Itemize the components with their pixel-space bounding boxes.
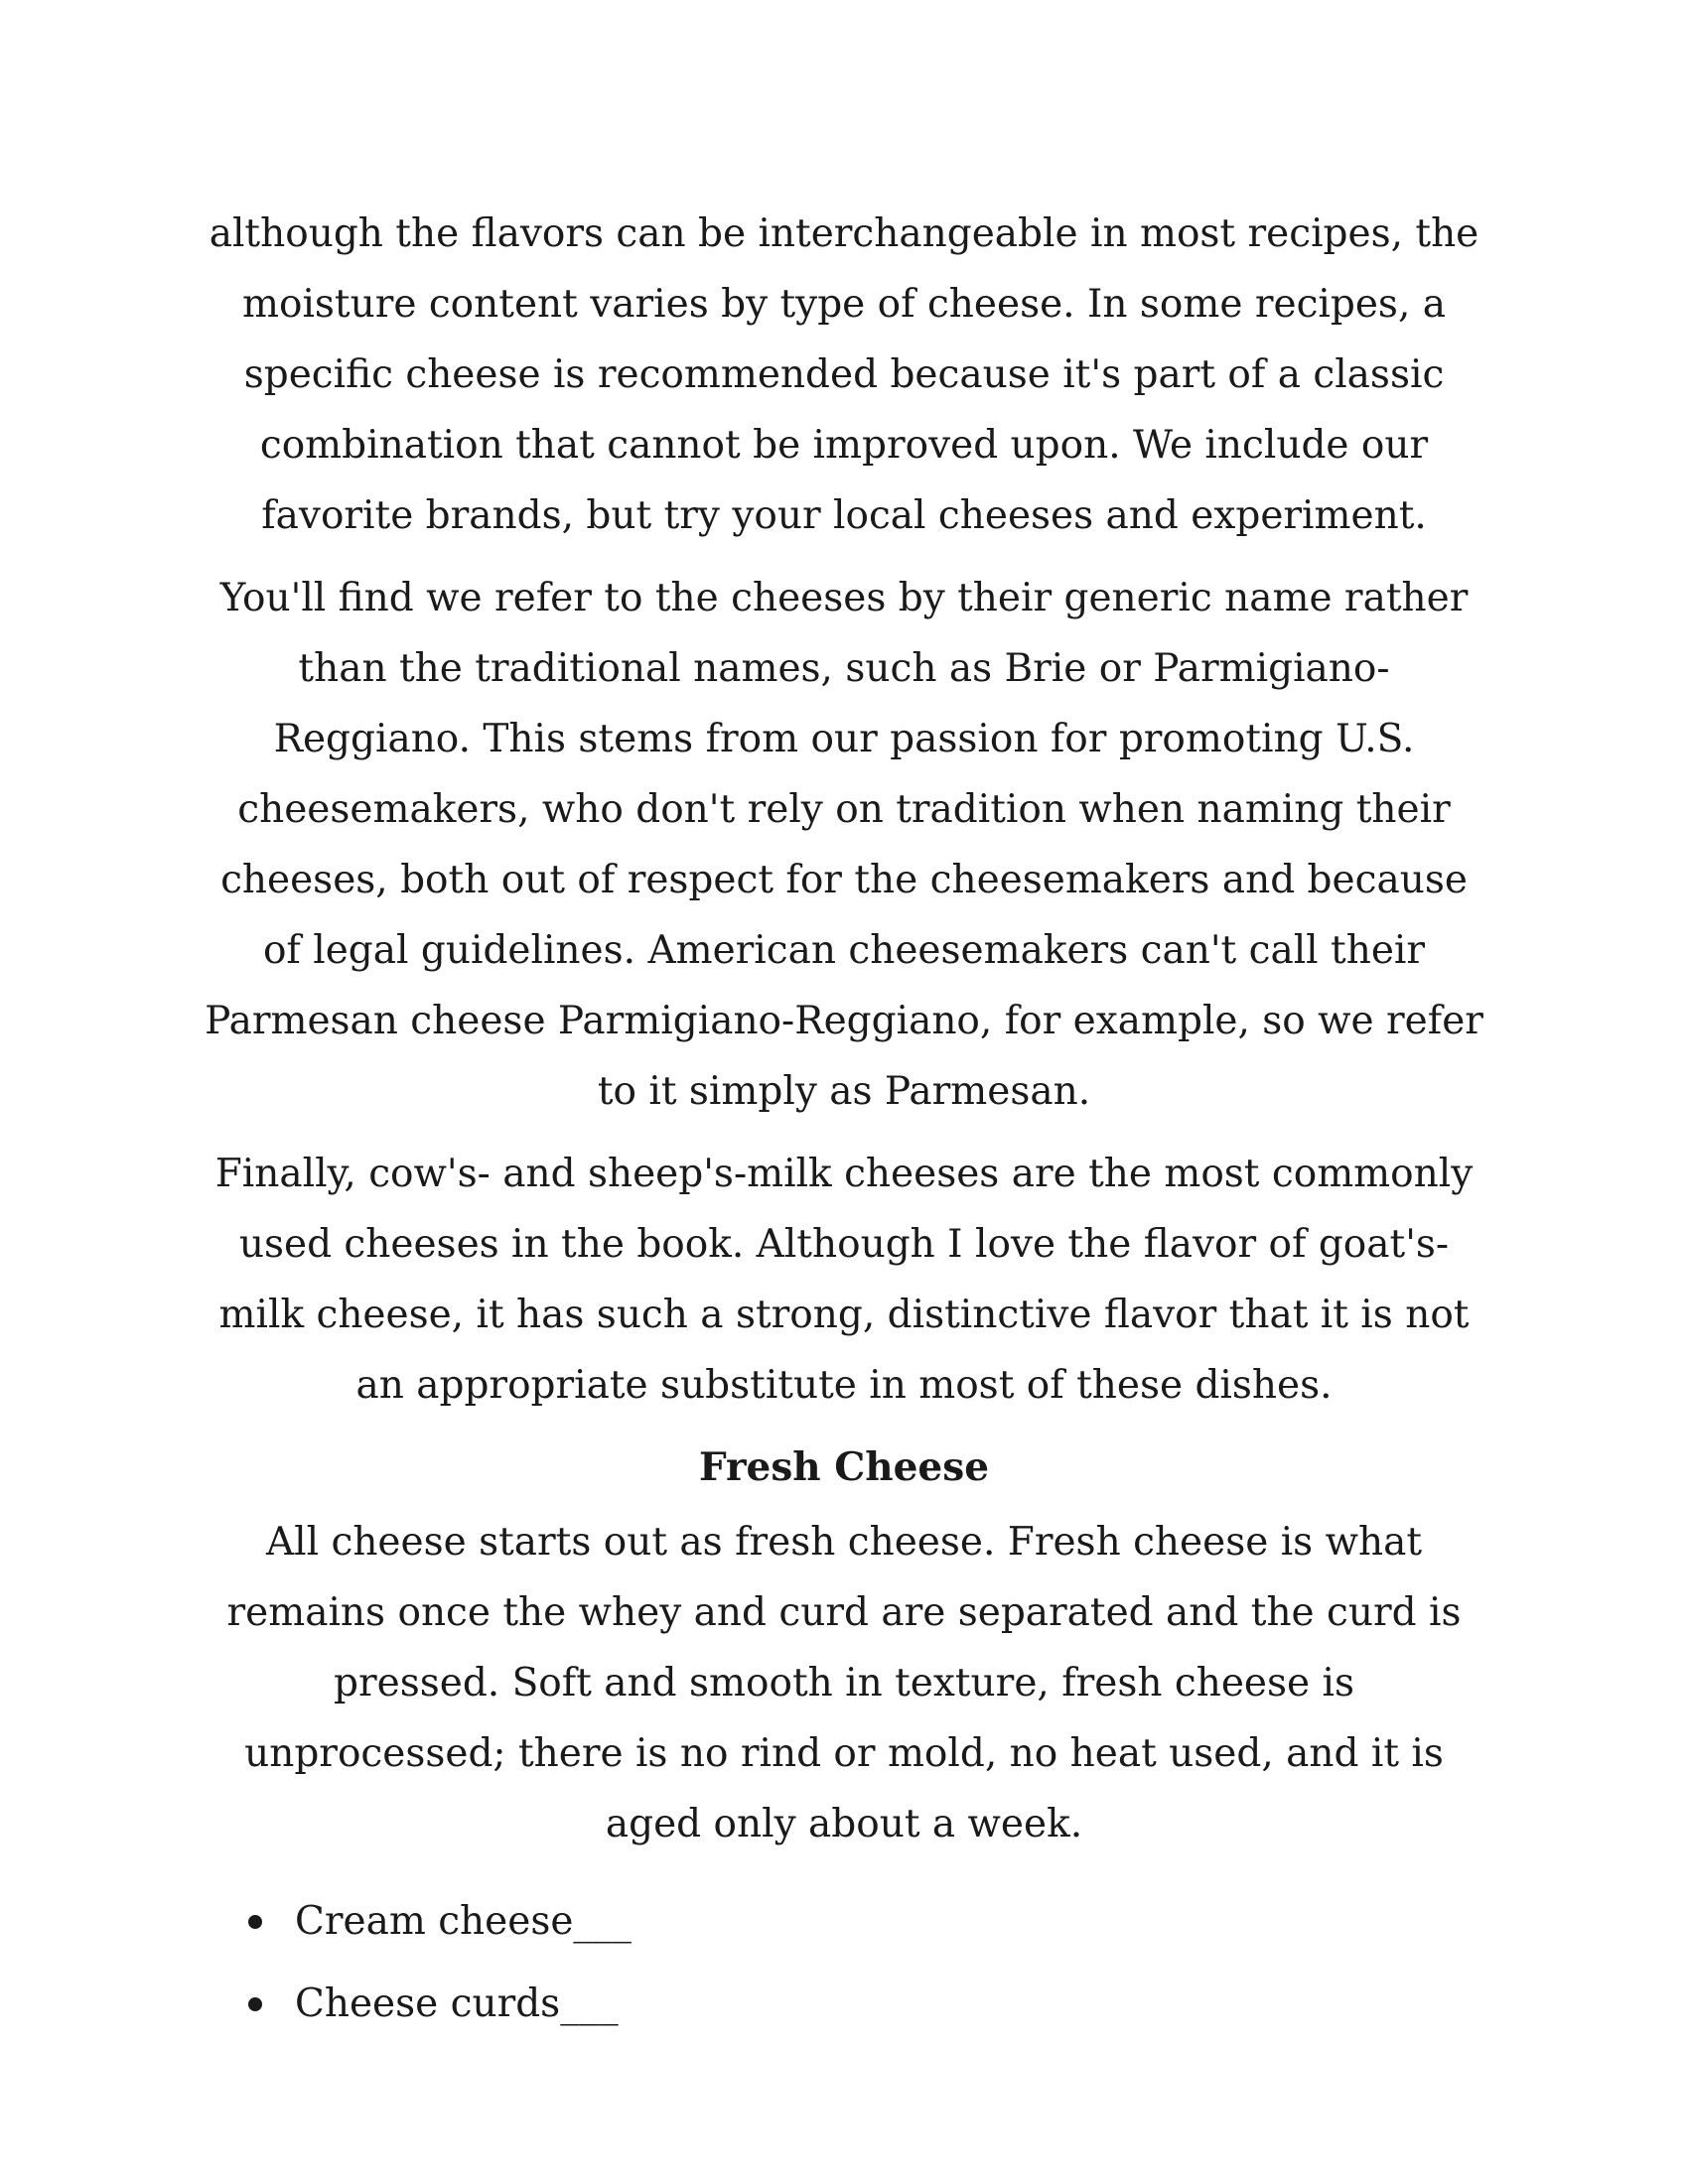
- list-item-label: Cream cheese___: [295, 1899, 632, 1944]
- cheese-list: [204, 1897, 1484, 2029]
- bullet-icon: [248, 1915, 262, 1929]
- paragraph-generic-names: You'll find we refer to the cheeses by their generic name rather than the traditional names, such as Brie or Parmigiano-Reggiano. This stems from our passion for promoting U.S. cheesemakers, who don't rely on tradition when naming their cheeses, both out of respect for the cheesemakers and because of legal guidelines. American cheesemakers can't call their Parmesan cheese Parmigiano-Reggiano, for example, so we refer to it simply as Parmesan.: [205, 576, 1483, 1114]
- paragraph-milk-types: Finally, cow's- and sheep's-milk cheeses are the most commonly used cheeses in the book. Although I love the flavor of goat's-milk cheese, it has such a strong, distinctive flavor that it is not an appropriate substitute in most of these dishes.: [214, 1152, 1474, 1408]
- bullet-icon: [248, 1997, 262, 2011]
- section-heading: Fresh Cheese: [698, 1444, 990, 1490]
- list-item-label: Cheese curds___: [295, 1981, 619, 2026]
- document-page: [204, 199, 1484, 2062]
- paragraph-cheese-moisture: although the flavors can be interchangeable in most recipes, the moisture content varies by type of cheese. In some recipes, a specific cheese is recommended because it's part of a classic combination that cannot be improved upon. We include our favorite brands, but try your local cheeses and experiment.: [209, 211, 1479, 538]
- paragraph-fresh-cheese: All cheese starts out as fresh cheese. Fresh cheese is what remains once the whey and curd are separated and the curd is pressed. Soft and smooth in texture, fresh cheese is unprocessed; there is no rind or mold, no heat used, and it is aged only about a week.: [226, 1520, 1462, 1846]
- list-item: [204, 1979, 1484, 2029]
- list-item: [204, 1897, 1484, 1947]
